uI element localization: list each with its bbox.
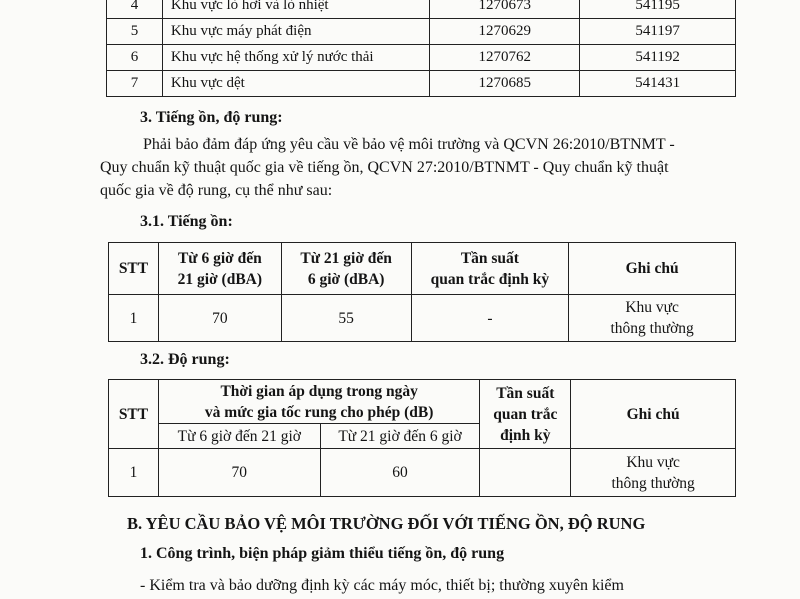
- area-name: Khu vực dệt: [162, 71, 430, 97]
- header-stt: STT: [109, 243, 159, 295]
- coord-y: 541197: [580, 19, 736, 45]
- header-night: [281, 243, 411, 295]
- area-name: Khu vực máy phát điện: [162, 19, 430, 45]
- row-number: 5: [107, 19, 163, 45]
- header-note: Ghi chú: [569, 243, 736, 295]
- table-row: [109, 449, 736, 497]
- coord-y: 541192: [580, 45, 736, 71]
- cell-night: 55: [281, 295, 411, 342]
- paragraph-line: Phải bảo đảm đáp ứng yêu cầu về bảo vệ môi trường và QCVN 26:2010/BTNMT -: [143, 136, 675, 153]
- vibration-heading: 3.2. Độ rung:: [140, 351, 230, 368]
- row-number: 7: [107, 71, 163, 97]
- note-line: Khu vực: [626, 453, 680, 471]
- row-number: 4: [107, 0, 163, 19]
- header-day: Từ 6 giờ đến 21 giờ: [158, 424, 320, 449]
- cell-frequency: -: [411, 295, 569, 342]
- cell-frequency: [480, 449, 571, 497]
- header-line: và mức gia tốc rung cho phép (dB): [204, 403, 434, 421]
- header-note: Ghi chú: [571, 380, 736, 449]
- table-header-row: [109, 380, 736, 424]
- cell-stt: 1: [109, 295, 159, 342]
- header-line: định kỳ: [500, 426, 551, 444]
- coord-x: 1270629: [430, 19, 580, 45]
- cell-stt: 1: [109, 449, 159, 497]
- area-name: Khu vực lò hơi và lò nhiệt: [162, 0, 430, 19]
- header-line: Tần suất: [496, 384, 555, 402]
- table-header-row: [109, 243, 736, 295]
- row-number: 6: [107, 45, 163, 71]
- coord-x: 1270762: [430, 45, 580, 71]
- noise-heading: 3.1. Tiếng ồn:: [140, 213, 233, 230]
- header-time-period: [158, 380, 479, 424]
- section-b-heading: B. YÊU CẦU BẢO VỆ MÔI TRƯỜNG ĐỐI VỚI TIẾNG ỒN, ĐỘ RUNG: [127, 514, 646, 533]
- header-line: Thời gian áp dụng trong ngày: [220, 382, 418, 400]
- section-3-heading: 3. Tiếng ồn, độ rung:: [140, 109, 283, 126]
- cell-note: [571, 449, 736, 497]
- table-row: [107, 19, 736, 45]
- area-name: Khu vực hệ thống xử lý nước thải: [162, 45, 430, 71]
- coord-x: 1270685: [430, 71, 580, 97]
- table-row: [107, 45, 736, 71]
- header-line: quan trắc định kỳ: [430, 270, 550, 288]
- coord-x: 1270673: [430, 0, 580, 19]
- table-row: [107, 71, 736, 97]
- coord-y: 541431: [580, 71, 736, 97]
- cell-day: 70: [158, 449, 320, 497]
- section-b-subheading: 1. Công trình, biện pháp giảm thiểu tiếng ồn, độ rung: [140, 545, 505, 562]
- header-stt: STT: [109, 380, 159, 449]
- header-frequency: [480, 380, 571, 449]
- cell-note: [569, 295, 736, 342]
- table-row: [107, 0, 736, 19]
- header-night: Từ 21 giờ đến 6 giờ: [320, 424, 480, 449]
- noise-limits-table: [108, 242, 736, 342]
- header-line: Tần suất: [460, 249, 519, 267]
- header-line: 21 giờ (dBA): [177, 270, 263, 288]
- header-line: quan trắc: [493, 405, 558, 423]
- cell-day: 70: [158, 295, 281, 342]
- header-frequency: [411, 243, 569, 295]
- header-line: 6 giờ (dBA): [307, 270, 385, 288]
- table-row: [109, 295, 736, 342]
- header-line: Từ 21 giờ đến: [300, 249, 392, 267]
- header-day: [158, 243, 281, 295]
- note-line: Khu vực: [625, 299, 679, 316]
- section-3-paragraph: [100, 133, 740, 202]
- header-line: Từ 6 giờ đến: [177, 249, 262, 267]
- vibration-limits-table: [108, 379, 736, 497]
- note-line: thông thường: [611, 474, 695, 492]
- section-b-bullet: - Kiểm tra và bảo dưỡng định kỳ các máy móc, thiết bị; thường xuyên kiểm: [140, 577, 624, 594]
- cell-night: 60: [320, 449, 480, 497]
- paragraph-line: Quy chuẩn kỹ thuật quốc gia về tiếng ồn, QCVN 27:2010/BTNMT - Quy chuẩn kỹ thuật: [100, 159, 669, 176]
- note-line: thông thường: [610, 320, 694, 337]
- emission-points-table: [106, 0, 736, 97]
- paragraph-line: quốc gia về độ rung, cụ thể như sau:: [100, 182, 333, 199]
- coord-y: 541195: [580, 0, 736, 19]
